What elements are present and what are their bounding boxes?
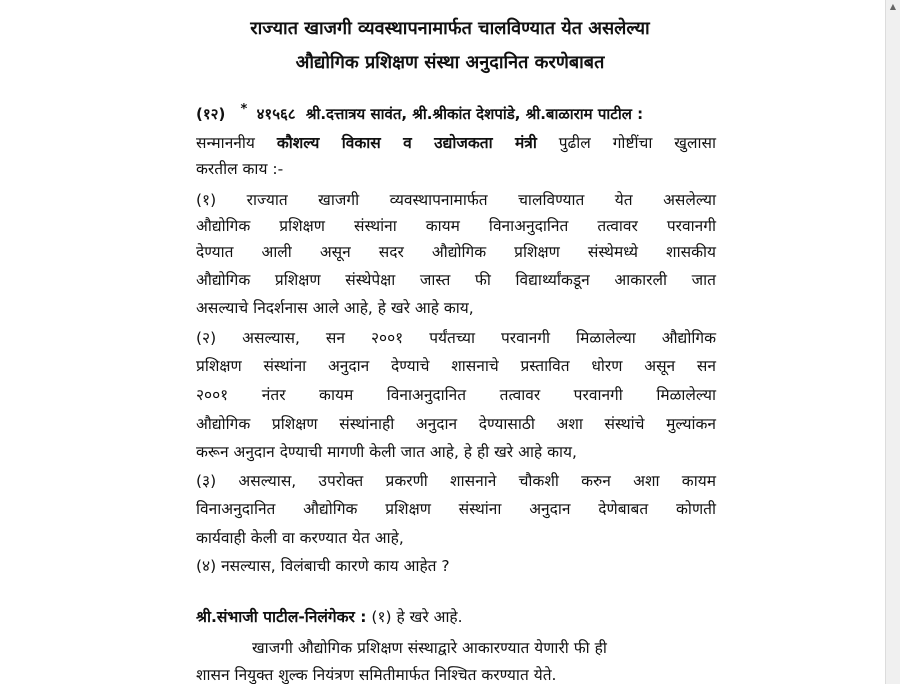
starred-marker: * — [240, 102, 248, 117]
question-line: करून अनुदान देण्याची मागणी केली जात आहे, हे ही खरे आहे काय, — [196, 443, 577, 461]
question-line: औद्योगिक प्रशिक्षण संस्थांना कायम विनाअनुदानित तत्वावर परवानगी — [196, 217, 716, 235]
answer-header — [196, 606, 716, 628]
question-line: (४) नसल्यास, विलंबाची कारणे काय आहेत ? — [196, 557, 450, 575]
document-title-line-2: औद्योगिक प्रशिक्षण संस्था अनुदानित करणेबाबत — [295, 52, 605, 73]
question-header — [196, 99, 716, 125]
intro-line-1 — [196, 132, 716, 154]
document-title-line-1: राज्यात खाजगी व्यवस्थापनामार्फत चालविण्यात येत असलेल्या — [250, 18, 650, 39]
answer-line-1: खाजगी औद्योगिक प्रशिक्षण संस्थाद्वारे आकारण्यात येणारी फी ही — [252, 639, 607, 657]
question-number: (१२) — [196, 105, 226, 123]
scroll-up-arrow-icon[interactable]: ▲ — [889, 2, 897, 11]
intro-prefix: सन्माननीय — [196, 134, 255, 152]
question-line: असल्याचे निदर्शनास आले आहे, हे खरे आहे काय, — [196, 299, 474, 317]
answer-line-2: शासन नियुक्त शुल्क नियंत्रण समितीमार्फत निश्चित करण्यात येते. — [196, 666, 557, 684]
answer-first: (१) हे खरे आहे. — [371, 608, 463, 626]
question-line: (१) राज्यात खाजगी व्यवस्थापनामार्फत चालविण्यात येत असलेल्या — [196, 191, 716, 209]
question-line: (२) असल्यास, सन २००१ पर्यंतच्या परवानगी मिळालेल्या औद्योगिक — [196, 329, 716, 347]
question-line: विनाअनुदानित औद्योगिक प्रशिक्षण संस्थांना अनुदान देणेबाबत कोणती — [196, 500, 716, 518]
question-id: ४१५६८ — [256, 105, 296, 123]
question-members: श्री.दत्तात्रय सावंत, श्री.श्रीकांत देशपांडे, श्री.बाळाराम पाटील : — [305, 105, 644, 123]
question-line: (३) असल्यास, उपरोक्त प्रकरणी शासनाने चौकशी करुन अशा कायम — [196, 472, 716, 490]
question-line: २००१ नंतर कायम विनाअनुदानित तत्वावर परवानगी मिळालेल्या — [196, 386, 716, 404]
vertical-scrollbar[interactable] — [885, 0, 900, 684]
intro-line-2: करतील काय :- — [196, 160, 284, 178]
answer-name: श्री.संभाजी पाटील-निलंगेकर : — [196, 608, 367, 626]
question-line: औद्योगिक प्रशिक्षण संस्थांनाही अनुदान देण्यासाठी अशा संस्थांचे मुल्यांकन — [196, 415, 716, 433]
question-line: औद्योगिक प्रशिक्षण संस्थेपेक्षा जास्त फी विद्यार्थ्यांकडून आकारली जात — [196, 271, 716, 289]
intro-suffix: पुढील गोष्टींचा खुलासा — [558, 134, 716, 152]
minister-title: कौशल्य विकास व उद्योजकता मंत्री — [276, 134, 537, 152]
question-line: प्रशिक्षण संस्थांना अनुदान देण्याचे शासनाचे प्रस्तावित धोरण असून सन — [196, 357, 716, 375]
question-line: कार्यवाही केली वा करण्यात येत आहे, — [196, 529, 404, 547]
question-line: देण्यात आली असून सदर औद्योगिक प्रशिक्षण संस्थेमध्ये शासकीय — [196, 243, 716, 261]
